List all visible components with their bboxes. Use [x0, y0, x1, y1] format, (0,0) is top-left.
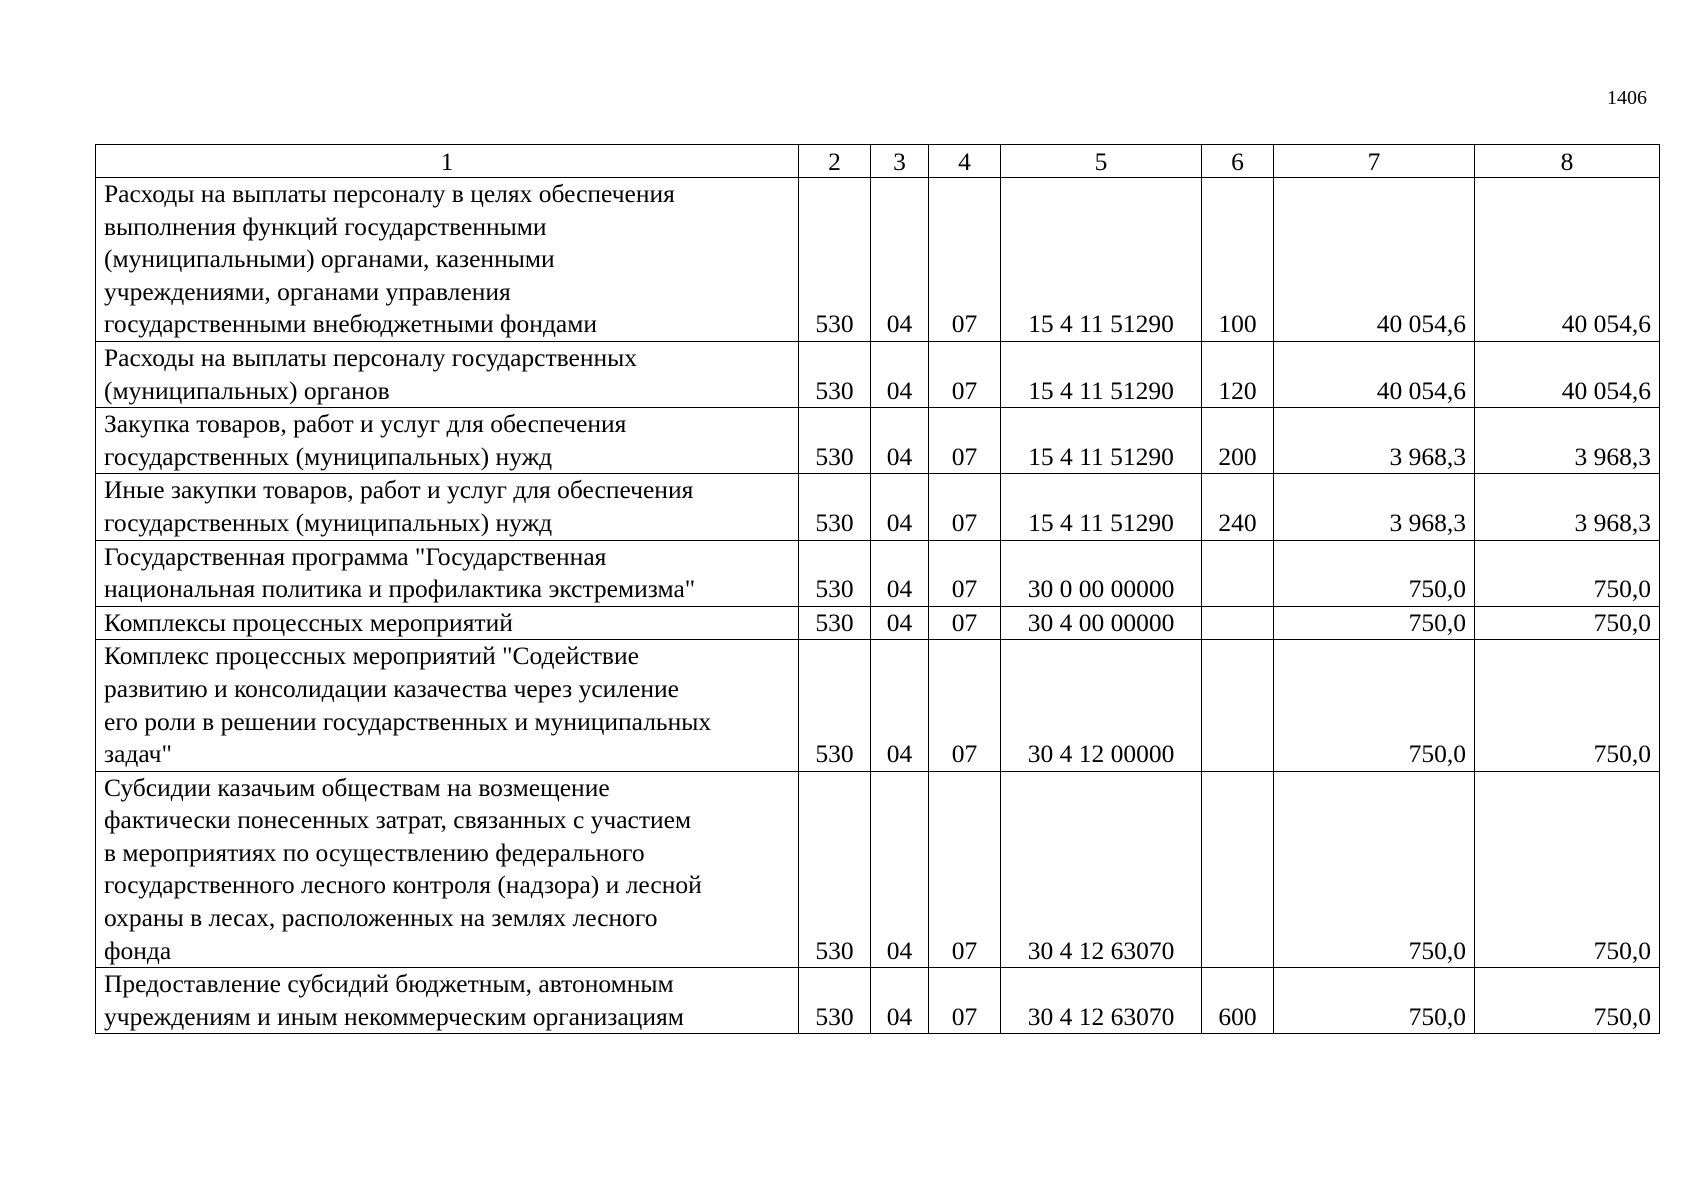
row-name-line: государственных (муниципальных) нужд	[104, 507, 553, 537]
header-cell-2: 2	[799, 145, 871, 178]
row-name-line: (муниципальных) органов	[104, 375, 390, 405]
admin-code-cell: 530	[799, 540, 871, 606]
subsection-cell: 07	[929, 968, 1001, 1034]
subsection-cell: 07	[929, 408, 1001, 474]
section-cell: 04	[871, 771, 929, 968]
row-name-cell	[96, 178, 799, 342]
amount-col7-cell: 3 968,3	[1274, 474, 1475, 540]
admin-code-cell: 530	[799, 968, 871, 1034]
table-body	[96, 145, 1660, 1034]
subsection-cell: 07	[929, 606, 1001, 640]
row-name-line: охраны в лесах, расположенных на землях лесного	[104, 903, 658, 933]
row-name-line: Закупка товаров, работ и услуг для обеспечения	[104, 409, 627, 439]
row-name-cell	[96, 341, 799, 407]
row-name-line: Комплекс процессных мероприятий "Содействие	[104, 641, 639, 671]
row-name-cell	[96, 640, 799, 771]
table-row	[96, 540, 1660, 606]
amount-col8-cell: 750,0	[1475, 640, 1660, 771]
admin-code-cell: 530	[799, 606, 871, 640]
amount-col8-cell: 40 054,6	[1475, 341, 1660, 407]
amount-col7-cell: 40 054,6	[1274, 178, 1475, 342]
target-article-cell: 30 4 00 00000	[1001, 606, 1202, 640]
expense-type-cell: 600	[1202, 968, 1274, 1034]
row-name-line: развитию и консолидации казачества через усиление	[104, 673, 679, 703]
target-article-cell: 15 4 11 51290	[1001, 178, 1202, 342]
subsection-cell: 07	[929, 474, 1001, 540]
page-number: 1406	[1607, 87, 1647, 109]
expense-type-cell: 240	[1202, 474, 1274, 540]
row-name-line: выполнения функций государственными	[104, 211, 547, 241]
table-row	[96, 178, 1660, 342]
header-cell-8: 8	[1475, 145, 1660, 178]
target-article-cell: 30 4 12 00000	[1001, 640, 1202, 771]
target-article-cell: 15 4 11 51290	[1001, 341, 1202, 407]
budget-table	[95, 144, 1660, 1034]
subsection-cell: 07	[929, 640, 1001, 771]
row-name-line: Расходы на выплаты персоналу в целях обеспечения	[104, 179, 675, 208]
row-name-line: учреждениями, органами управления	[104, 276, 511, 306]
expense-type-cell	[1202, 771, 1274, 968]
admin-code-cell: 530	[799, 408, 871, 474]
subsection-cell: 07	[929, 771, 1001, 968]
table-row	[96, 606, 1660, 640]
section-cell: 04	[871, 474, 929, 540]
row-name-line: государственных (муниципальных) нужд	[104, 441, 553, 471]
row-name-line: Предоставление субсидий бюджетным, автономным	[104, 969, 674, 999]
table-row	[96, 341, 1660, 407]
amount-col7-cell: 750,0	[1274, 968, 1475, 1034]
expense-type-cell	[1202, 640, 1274, 771]
amount-col8-cell: 750,0	[1475, 606, 1660, 640]
subsection-cell: 07	[929, 540, 1001, 606]
section-cell: 04	[871, 968, 929, 1034]
section-cell: 04	[871, 341, 929, 407]
row-name-line: Субсидии казачьим обществам на возмещение	[104, 772, 610, 802]
header-cell-6: 6	[1202, 145, 1274, 178]
row-name-line: Комплексы процессных мероприятий	[104, 607, 513, 637]
expense-type-cell	[1202, 606, 1274, 640]
amount-col8-cell: 3 968,3	[1475, 408, 1660, 474]
header-row	[96, 145, 1660, 178]
section-cell: 04	[871, 540, 929, 606]
row-name-line: задач"	[104, 739, 172, 769]
table-row	[96, 640, 1660, 771]
header-cell-7: 7	[1274, 145, 1475, 178]
admin-code-cell: 530	[799, 341, 871, 407]
row-name-line: в мероприятиях по осуществлению федерального	[104, 837, 645, 867]
row-name-line: государственного лесного контроля (надзора) и лесной	[104, 870, 702, 900]
admin-code-cell: 530	[799, 771, 871, 968]
row-name-cell	[96, 606, 799, 640]
target-article-cell: 15 4 11 51290	[1001, 474, 1202, 540]
row-name-cell	[96, 474, 799, 540]
expense-type-cell: 200	[1202, 408, 1274, 474]
target-article-cell: 30 0 00 00000	[1001, 540, 1202, 606]
admin-code-cell: 530	[799, 178, 871, 342]
header-cell-1: 1	[96, 145, 799, 178]
expense-type-cell: 100	[1202, 178, 1274, 342]
section-cell: 04	[871, 640, 929, 771]
section-cell: 04	[871, 606, 929, 640]
row-name-cell	[96, 540, 799, 606]
header-cell-3: 3	[871, 145, 929, 178]
header-cell-4: 4	[929, 145, 1001, 178]
row-name-line: фактически понесенных затрат, связанных с участием	[104, 805, 692, 835]
row-name-line: (муниципальными) органами, казенными	[104, 244, 555, 274]
amount-col7-cell: 3 968,3	[1274, 408, 1475, 474]
amount-col8-cell: 40 054,6	[1475, 178, 1660, 342]
table-row	[96, 771, 1660, 968]
row-name-line: его роли в решении государственных и муниципальных	[104, 706, 712, 736]
row-name-cell	[96, 968, 799, 1034]
row-name-line: Государственная программа "Государственная	[104, 541, 607, 571]
row-name-line: фонда	[104, 935, 172, 965]
amount-col8-cell: 750,0	[1475, 540, 1660, 606]
section-cell: 04	[871, 408, 929, 474]
amount-col7-cell: 40 054,6	[1274, 341, 1475, 407]
subsection-cell: 07	[929, 341, 1001, 407]
row-name-line: национальная политика и профилактика экстремизма"	[104, 574, 696, 604]
target-article-cell: 15 4 11 51290	[1001, 408, 1202, 474]
table-row	[96, 408, 1660, 474]
admin-code-cell: 530	[799, 640, 871, 771]
row-name-line: учреждениям и иным некоммерческим организациям	[104, 1001, 684, 1031]
table-row	[96, 474, 1660, 540]
admin-code-cell: 530	[799, 474, 871, 540]
section-cell: 04	[871, 178, 929, 342]
expense-type-cell	[1202, 540, 1274, 606]
amount-col7-cell: 750,0	[1274, 606, 1475, 640]
row-name-cell	[96, 771, 799, 968]
amount-col7-cell: 750,0	[1274, 771, 1475, 968]
row-name-line: Расходы на выплаты персоналу государственных	[104, 342, 637, 372]
header-cell-5: 5	[1001, 145, 1202, 178]
table-row	[96, 968, 1660, 1034]
amount-col8-cell: 750,0	[1475, 968, 1660, 1034]
amount-col7-cell: 750,0	[1274, 640, 1475, 771]
subsection-cell: 07	[929, 178, 1001, 342]
row-name-line: Иные закупки товаров, работ и услуг для обеспечения	[104, 475, 694, 505]
row-name-cell	[96, 408, 799, 474]
target-article-cell: 30 4 12 63070	[1001, 968, 1202, 1034]
target-article-cell: 30 4 12 63070	[1001, 771, 1202, 968]
amount-col8-cell: 3 968,3	[1475, 474, 1660, 540]
amount-col7-cell: 750,0	[1274, 540, 1475, 606]
expense-type-cell: 120	[1202, 341, 1274, 407]
amount-col8-cell: 750,0	[1475, 771, 1660, 968]
row-name-line: государственными внебюджетными фондами	[104, 309, 598, 339]
